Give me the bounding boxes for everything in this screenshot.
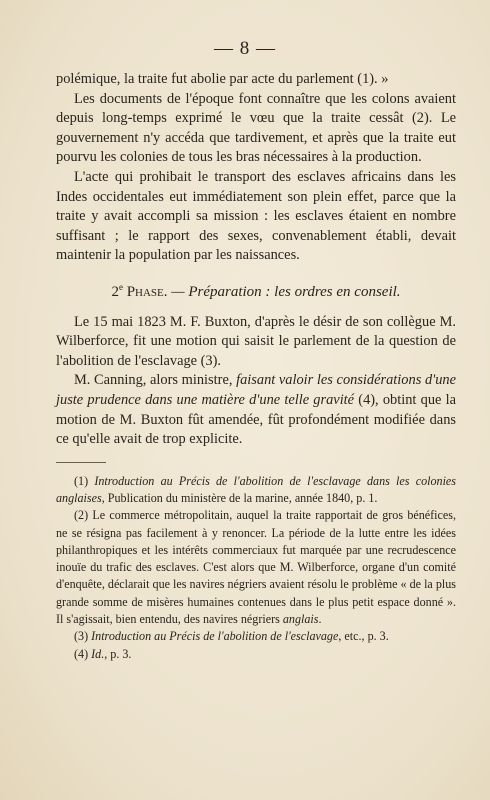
paragraph-1: polémique, la traite fut abolie par acte du parlement (1). » — [56, 71, 389, 87]
footnote-1-rest: , Publication du ministère de la marine, année 1840, p. 1. — [101, 490, 378, 505]
phase-title: — Préparation : les ordres en conseil. — [167, 283, 401, 300]
page-number: — 8 — — [214, 38, 276, 59]
paragraph-5-after: (4), obtint que la motion de M. Buxton fût amendée, fût profondément modifiée dans ce qu'elle avait de trop explicite. — [56, 391, 456, 448]
footnote-2-italic: anglais — [282, 612, 319, 627]
footnote-4-title: Id. — [91, 646, 105, 661]
footnote-1-title: Introduction au Précis de l'abolition de l'esclavage dans les colonies anglaises — [56, 473, 457, 505]
section-heading — [56, 278, 456, 303]
footnote-3-title: Introduction au Précis de l'abolition de l'esclavage — [91, 629, 339, 644]
footnote-2 — [56, 507, 456, 628]
phase-number-sup: e — [118, 281, 123, 292]
footnote-2-after: . — [318, 612, 322, 627]
footnote-4-rest: , p. 3. — [104, 646, 132, 661]
footnote-3-rest: , etc., p. 3. — [338, 629, 389, 644]
paragraph-5-quote: faisant valoir les considérations d'une juste prudence dans une matière d'une telle gravité — [56, 372, 456, 408]
footnote-3 — [56, 628, 456, 645]
footnote-1 — [56, 473, 456, 508]
paragraph-5-before: M. Canning, alors ministre, — [74, 372, 237, 389]
paragraph-3: L'acte qui prohibait le transport des esclaves africains dans les Indes occidentales eut immédiatement son plein effet, parce que la traite y avait accompli sa mission : les esclaves étaient en nombre suffisant ; le rapport des sexes, convenablement établi, devait maintenir la population par les naissances. — [56, 168, 456, 264]
footnote-4-mark: (4) — [74, 646, 92, 661]
main-text — [56, 70, 456, 663]
phase-number: 2 — [111, 283, 119, 300]
footnote-3-mark: (3) — [74, 629, 92, 644]
paragraph-4: Le 15 mai 1823 M. F. Buxton, d'après le désir de son collègue M. Wilberforce, fit une motion qui saisit le parlement de la question de l'abolition de l'esclavage (3). — [56, 313, 456, 369]
paragraph-2: Les documents de l'époque font connaître que les colons avaient depuis long-temps exprimé le vœu que la traite cessât (2). Le gouvernement n'y accéda que tardivement, et après que la traite eut pourvu les colonies de tous les bras nécessaires à la production. — [56, 90, 456, 166]
paragraph-5 — [56, 371, 456, 449]
footnote-1-mark: (1) — [74, 473, 95, 488]
footnote-2-before: (2) Le commerce métropolitain, auquel la traite rapportait de gros bénéfices, ne se résigna pas facilement à y renoncer. La période de la lutte entre les idées philanthropiques et les intérêts commerciaux fut marquée par une recrudescence inouïe du trafic des esclaves. C'est alors que M. Wilberforce, organe d'un comité d'enquête, déclarait que les navires négriers avaient résolu le problème « de la plus grande somme de misères humaines contenues dans le plus petit espace donné ». Il s'agissait, bien entendu, des navires négriers — [56, 508, 456, 627]
footnotes — [56, 473, 456, 663]
phase-word: Phase. — [126, 283, 168, 300]
footnote-4 — [56, 646, 456, 663]
footnote-divider — [56, 462, 106, 463]
